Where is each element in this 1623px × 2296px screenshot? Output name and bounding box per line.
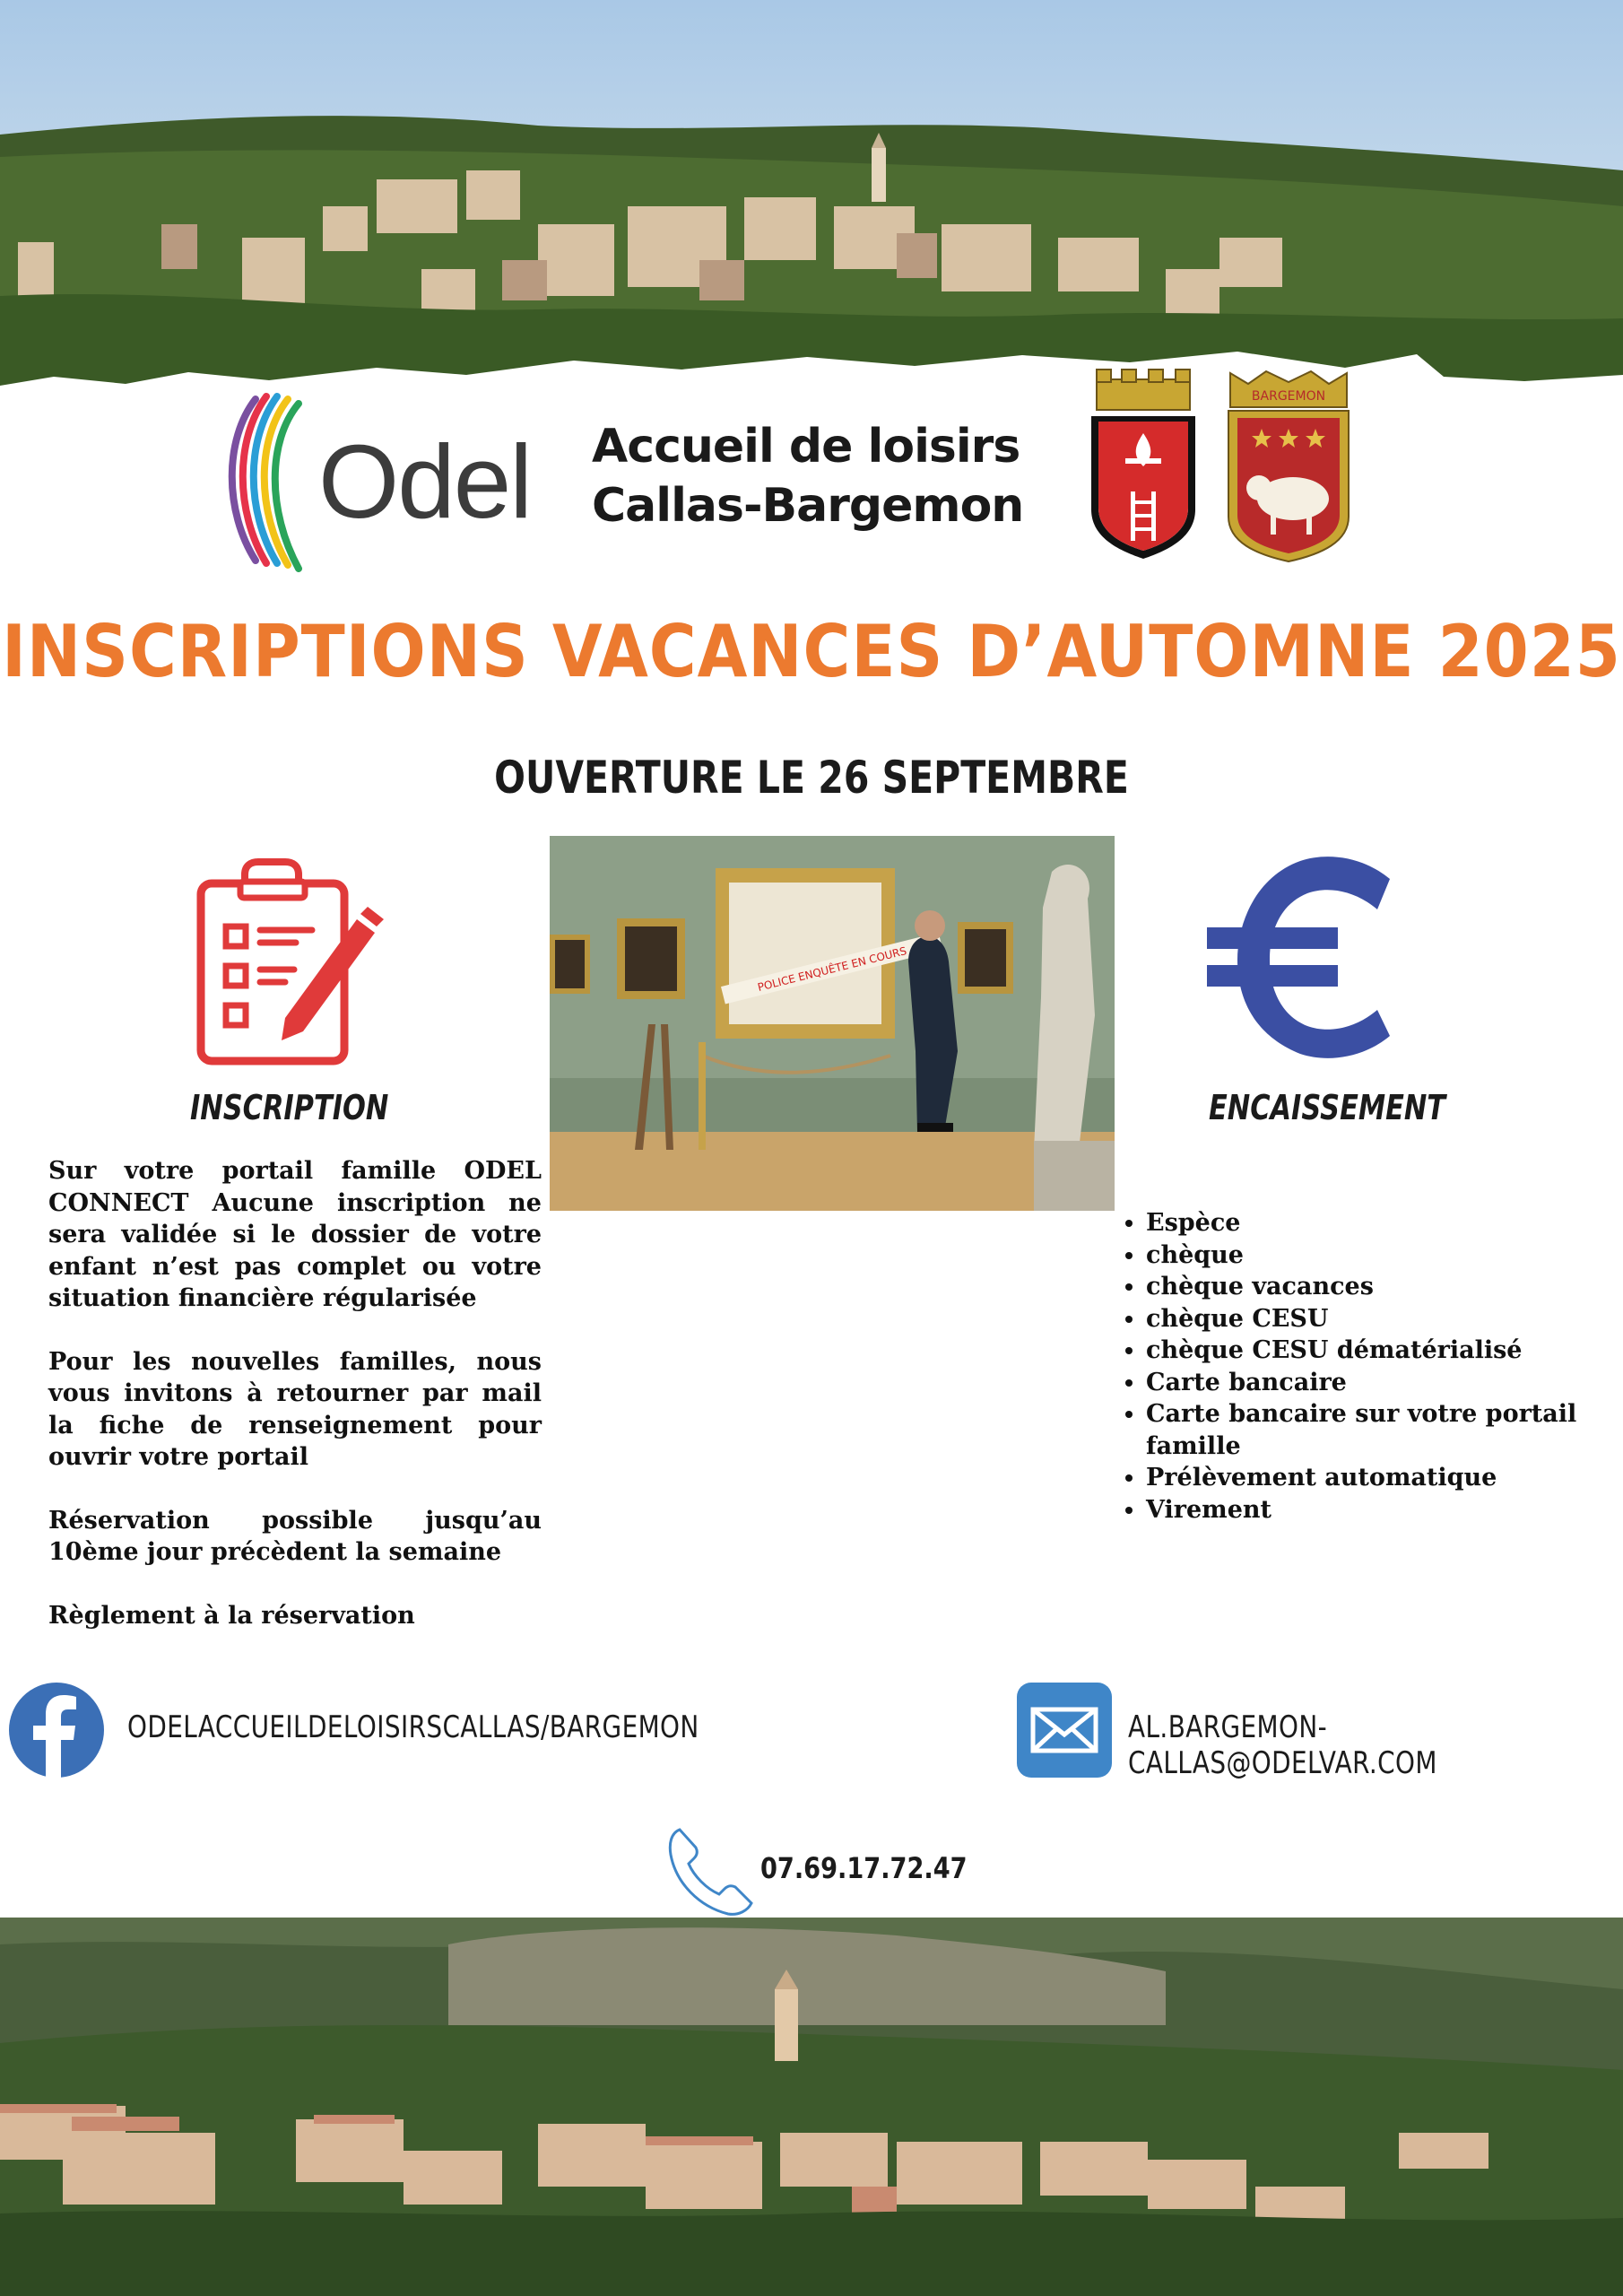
inscription-paragraph-new-families: Pour les nouvelles familles, nous vous invitons à retourner par mail la fiche de renseignement pour ouvrir votre portail — [48, 1347, 542, 1471]
payment-item: • chèque vacances — [1146, 1271, 1612, 1303]
payment-item: • chèque CESU dématérialisé — [1146, 1335, 1612, 1367]
inscription-paragraph-payment: Règlement à la réservation — [48, 1601, 415, 1630]
facebook-link[interactable]: ODELACCUEILDELOISIRSCALLAS/BARGEMON — [127, 1709, 699, 1745]
odel-logo-arcs — [220, 386, 318, 574]
facebook-icon[interactable] — [9, 1683, 104, 1778]
header-title — [592, 417, 1023, 535]
encaissement-heading: ENCAISSEMENT — [1209, 1088, 1446, 1127]
odel-logo — [220, 386, 532, 574]
crest-banner-text: BARGEMON — [1251, 389, 1326, 404]
inscription-paragraph-reservation: Réservation possible jusqu’au 10ème jour précèdent la semaine — [48, 1506, 542, 1566]
odel-logo-text: Odel — [318, 423, 532, 540]
inscription-details — [48, 1155, 542, 1663]
bottom-village-photo — [0, 1918, 1623, 2296]
inscription-heading: INSCRIPTION — [190, 1088, 389, 1127]
payment-item: • Carte bancaire sur votre portail famille — [1146, 1398, 1612, 1462]
euro-icon — [1202, 852, 1399, 1067]
bargemon-crest — [1221, 364, 1356, 563]
mail-icon[interactable] — [1017, 1683, 1112, 1778]
opening-date-subtitle: OUVERTURE LE 26 SEPTEMBRE — [494, 752, 1129, 804]
top-village-photo — [0, 0, 1623, 395]
callas-crest — [1081, 366, 1206, 563]
header-title-line1: Accueil de loisirs — [592, 420, 1020, 474]
payment-item: • Prélèvement automatique — [1146, 1462, 1612, 1494]
clipboard-icon — [195, 857, 384, 1067]
police-tape-text: POLICE ENQUÊTE EN COURS — [756, 944, 908, 994]
payment-item: • Carte bancaire — [1146, 1367, 1612, 1399]
phone-icon — [664, 1821, 762, 1919]
payment-item: • chèque — [1146, 1239, 1612, 1272]
payment-item: • Espèce — [1146, 1207, 1612, 1239]
payment-item: • chèque CESU — [1146, 1303, 1612, 1335]
main-title: INSCRIPTIONS VACANCES D’AUTOMNE 2025 — [2, 610, 1621, 693]
email-link[interactable]: AL.BARGEMON-CALLAS@ODELVAR.COM — [1128, 1709, 1437, 1781]
phone-number[interactable]: 07.69.17.72.47 — [760, 1851, 968, 1885]
inscription-paragraph-portal: Sur votre portail famille ODEL CONNECT Aucune inscription ne sera validée si le dossier de votre enfant n’est pas complet ou votre situation financière régularisée — [48, 1157, 542, 1312]
payment-methods-list — [1123, 1207, 1612, 1526]
header-title-line2: Callas-Bargemon — [592, 479, 1024, 533]
gallery-photo — [550, 836, 1115, 1211]
payment-item: • Virement — [1146, 1494, 1612, 1526]
